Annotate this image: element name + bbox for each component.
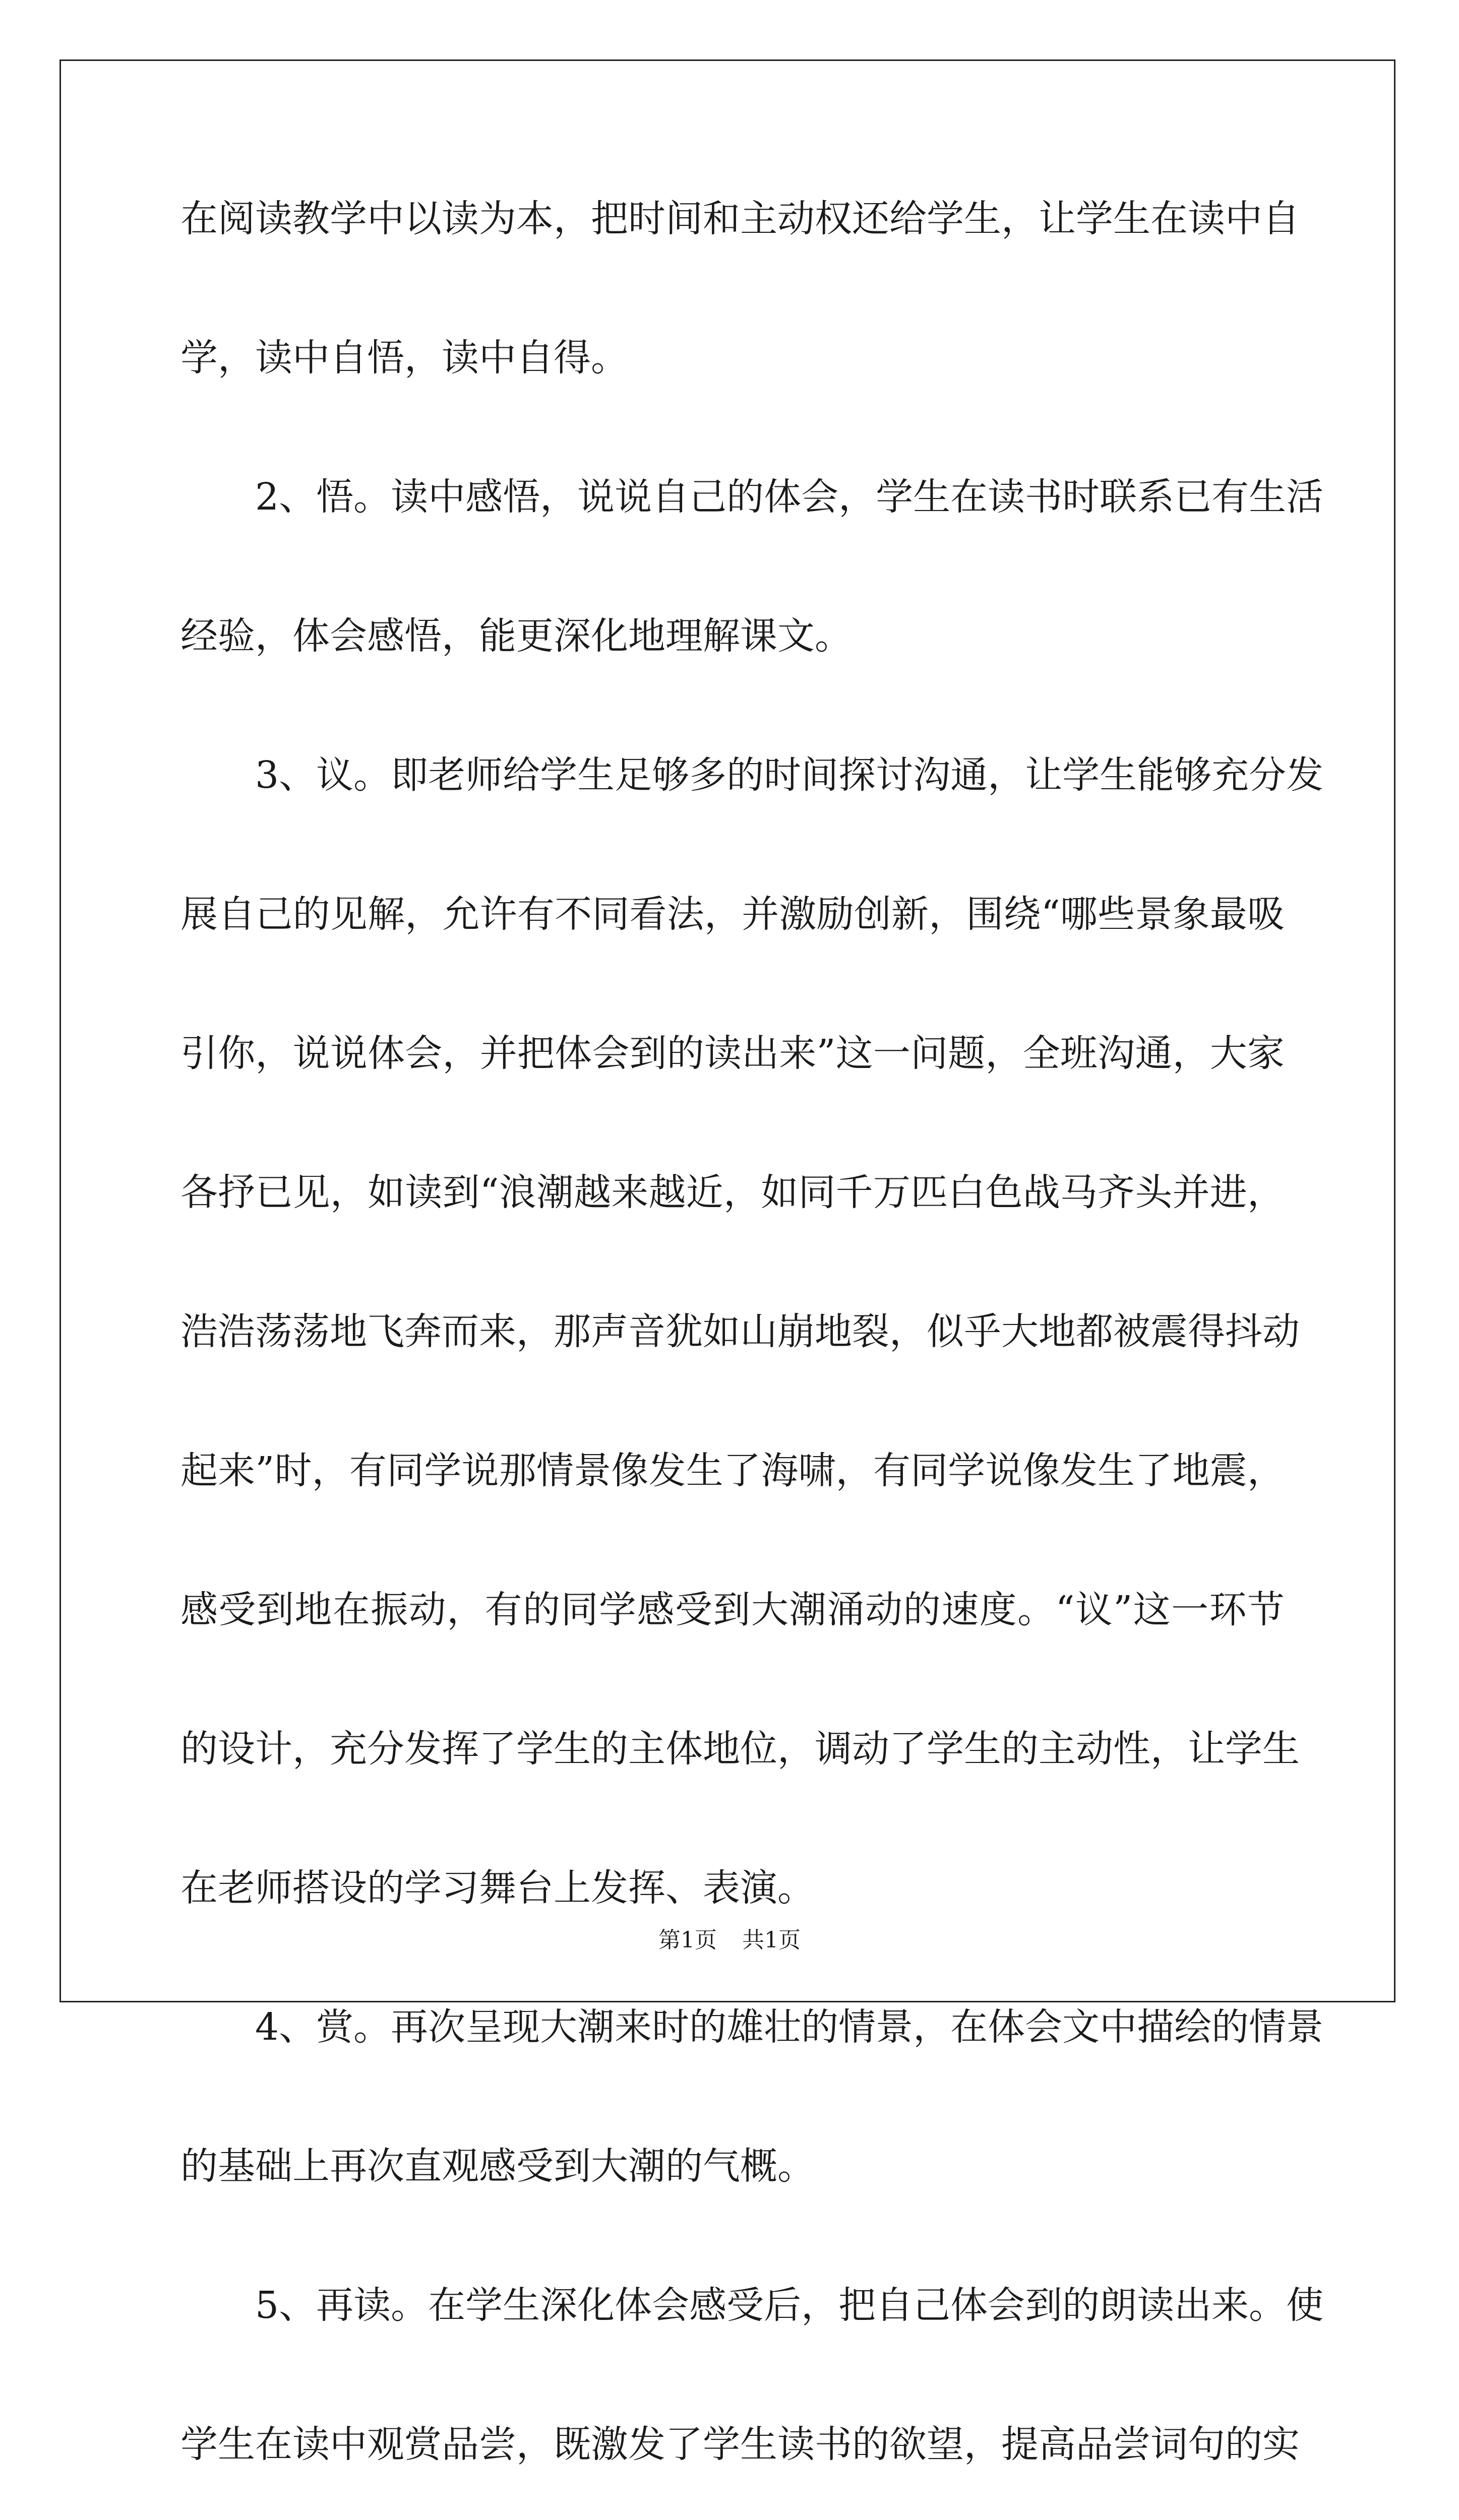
text-line: 展自己的见解，允许有不同看法，并激励创新，围绕“哪些景象最吸 [180,893,1285,936]
document-body [180,189,1324,2520]
text-line: 起来”时，有同学说那情景像发生了海啸，有同学说像发生了地震， [180,1449,1285,1492]
text-line: 学生在读中观赏品尝，既激发了学生读书的欲望，提高品尝词句的实 [180,2423,1300,2466]
text-line: 2、悟。读中感悟，说说自己的体会，学生在读书时联系已有生活 [255,475,1324,519]
text-line: 在老师搭设的学习舞台上发挥、表演。 [180,1866,815,1910]
text-line: 学，读中自悟，读中自得。 [180,336,628,380]
text-line: 的设计，充分发挥了学生的主体地位，调动了学生的主动性，让学生 [180,1727,1300,1771]
text-line: 浩浩荡荡地飞奔而来，那声音犹如山崩地裂，似乎大地都被震得抖动 [180,1310,1300,1353]
text-line: 各抒已见，如读到“浪潮越来越近，如同千万匹白色战马齐头并进， [180,1171,1285,1214]
text-line: 经验，体会感悟，能更深化地理解课文。 [180,614,852,658]
text-line: 的基础上再次直观感受到大潮的气概。 [180,2145,815,2188]
text-line: 在阅读教学中以读为本，把时间和主动权还给学生，让学生在读中自 [180,197,1300,240]
page-total: 共1页 [742,1927,801,1953]
text-line: 感受到地在振动，有的同学感受到大潮涌动的速度。“议”这一环节 [180,1588,1285,1631]
page-footer [0,1925,1459,1956]
page-number: 第1页 [658,1927,717,1953]
text-line: 4、赏。再次呈现大潮来时的雄壮的情景，在体会文中描绘的情景 [255,2005,1324,2049]
text-line: 3、议。即老师给学生足够多的时间探讨沟通，让学生能够充分发 [255,753,1324,797]
text-line: 5、再读。在学生深化体会感受后，把自己体会到的朗读出来。使 [255,2284,1324,2327]
text-line: 引你，说说体会，并把体会到的读出来”这一问题，全班沟通，大家 [180,1032,1285,1075]
